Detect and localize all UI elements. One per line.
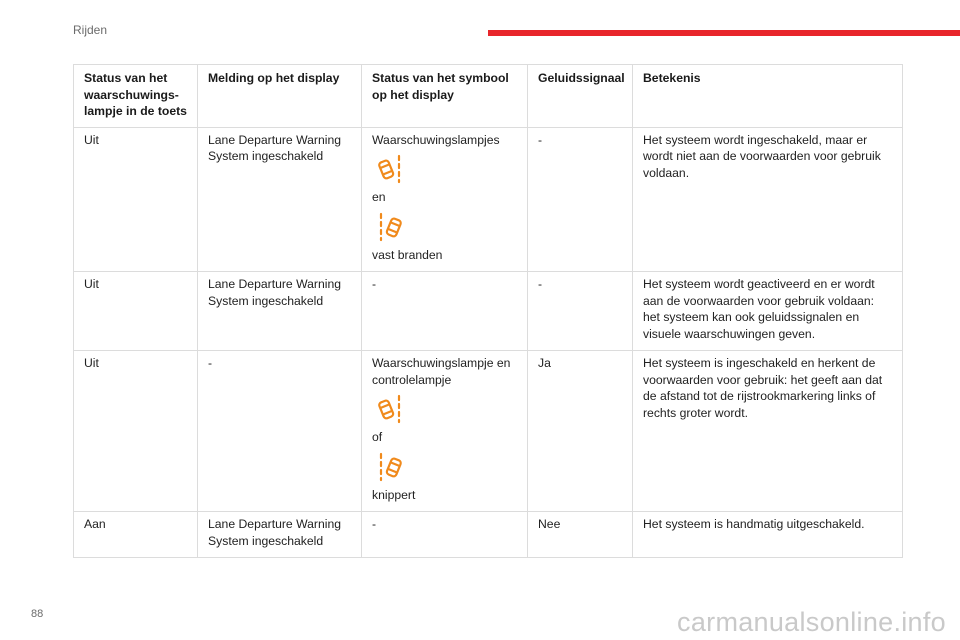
sound-cell: - — [528, 272, 633, 351]
symbol-status-text: knippert — [372, 487, 416, 502]
table-header-row — [74, 65, 903, 128]
lane-departure-right-icon — [372, 148, 517, 189]
meaning-cell: Het systeem is handmatig uitgeschakeld. — [633, 512, 903, 558]
table-row — [74, 272, 903, 351]
lane-departure-status-table — [73, 64, 903, 558]
symbol-connector-text: of — [372, 430, 383, 444]
display-message-cell: - — [198, 351, 362, 512]
symbol-status-cell: - — [362, 272, 528, 351]
sound-cell: Ja — [528, 351, 633, 512]
display-message-cell: Lane Departure Warning System ingeschakeld — [198, 512, 362, 558]
table-row — [74, 351, 903, 512]
meaning-cell: Het systeem is ingeschakeld en herkent de voorwaarden voor gebruik: het geeft aan dat de afstand tot de rijstrookmarkering links of rechts groter wordt. — [633, 351, 903, 512]
symbol-status-text: vast branden — [372, 247, 443, 262]
column-header-lamp-status: Status van het waarschuwings-lampje in de toets — [74, 65, 198, 128]
table-row — [74, 127, 903, 272]
sound-cell: Nee — [528, 512, 633, 558]
lamp-status-cell: Uit — [74, 272, 198, 351]
display-message-cell: Lane Departure Warning System ingeschakeld — [198, 127, 362, 272]
lane-departure-right-icon — [372, 388, 517, 429]
page-number: 88 — [31, 608, 44, 620]
meaning-cell: Het systeem wordt geactiveerd en er wordt aan de voorwaarden voor gebruik voldaan: het systeem kan ook geluidssignalen en visuele waarschuwingen geven. — [633, 272, 903, 351]
display-message-cell: Lane Departure Warning System ingeschakeld — [198, 272, 362, 351]
lane-departure-left-icon — [372, 446, 517, 487]
symbol-status-cell: - — [362, 512, 528, 558]
section-accent-bar — [488, 30, 960, 36]
section-title: Rijden — [73, 23, 108, 37]
symbol-status-text: Waarschuwingslampje en controlelampje — [372, 356, 511, 387]
table-row — [74, 512, 903, 558]
column-header-meaning: Betekenis — [633, 65, 903, 128]
column-header-display-message: Melding op het display — [198, 65, 362, 128]
meaning-cell: Het systeem wordt ingeschakeld, maar er wordt niet aan de voorwaarden voor gebruik voldaan. — [633, 127, 903, 272]
lamp-status-cell: Aan — [74, 512, 198, 558]
symbol-status-text: Waarschuwingslampjes — [372, 132, 500, 147]
symbol-status-cell — [362, 127, 528, 272]
sound-cell: - — [528, 127, 633, 272]
column-header-symbol-status: Status van het symbool op het display — [362, 65, 528, 128]
watermark: carmanualsonline.info — [677, 607, 946, 637]
column-header-sound: Geluidssignaal — [528, 65, 633, 128]
symbol-status-cell — [362, 351, 528, 512]
lane-departure-left-icon — [372, 206, 517, 247]
symbol-connector-text: en — [372, 190, 386, 204]
lamp-status-cell: Uit — [74, 351, 198, 512]
lamp-status-cell: Uit — [74, 127, 198, 272]
